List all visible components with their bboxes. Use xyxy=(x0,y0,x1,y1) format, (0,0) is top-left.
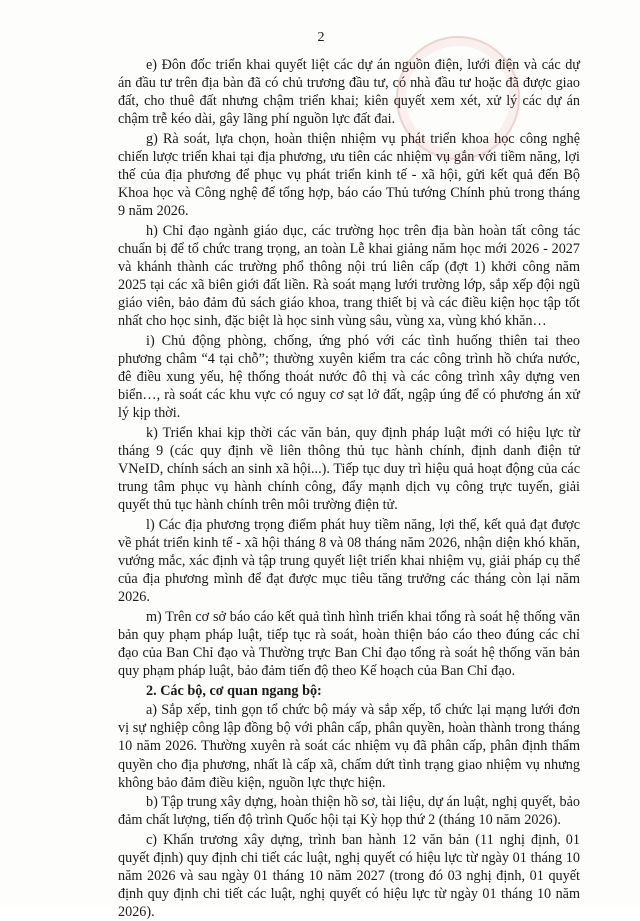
page-number: 2 xyxy=(317,30,325,45)
paragraph-g: g) Rà soát, lựa chọn, hoàn thiện nhiệm vụ phát triển khoa học công nghệ chiến lược triển khai tại địa phương, ưu tiên các nhiệm vụ gắn với tiềm năng, lợi thế của địa phương để phục vụ phát triển kinh tế - xã hội, gửi kết quả đến Bộ Khoa học và Công nghệ để tổng hợp, báo cáo Thủ tướng Chính phủ trong tháng 9 năm 2026. xyxy=(118,130,580,220)
paragraph-i: i) Chủ động phòng, chống, ứng phó với các tình huống thiên tai theo phương châm “4 tại chỗ”; thường xuyên kiểm tra các công trình hồ chứa nước, đê điều xung yếu, hệ thống thoát nước đô thị và các công trình xây dựng ven biển…, rà soát các khu vực có nguy cơ sạt lở đất, ngập úng để có phương án xử lý kịp thời. xyxy=(118,332,580,422)
section2-paragraph-a: a) Sắp xếp, tinh gọn tổ chức bộ máy và sắp xếp, tổ chức lại mạng lưới đơn vị sự nghiệp công lập đồng bộ với phân cấp, phân quyền, hoàn thành trong tháng 10 năm 2026. Thường xuyên rà soát các nhiệm vụ đã phân cấp, phân định thẩm quyền cho địa phương, nhất là cấp xã, chấm dứt tình trạng giao nhiệm vụ nhưng không bảo đảm điều kiện, nguồn lực thực hiện. xyxy=(118,702,580,791)
paragraph-e: e) Đôn đốc triển khai quyết liệt các dự án nguồn điện, lưới điện và các dự án đầu tư trên địa bàn đã có chủ trương đầu tư, có nhà đầu tư hoặc đã được giao đất, cho thuê đất nhưng chậm triển khai; kiên quyết xem xét, xử lý các dự án chậm trễ kéo dài, gây lãng phí nguồn lực đất đai. xyxy=(118,57,580,128)
paragraph-m: m) Trên cơ sở báo cáo kết quả tình hình triển khai tổng rà soát hệ thống văn bản quy phạm pháp luật, tiếp tục rà soát, hoàn thiện báo cáo theo đúng các chỉ đạo của Ban Chỉ đạo và Thường trực Ban Chỉ đạo tổng rà soát hệ thống văn bản quy phạm pháp luật, bảo đảm tiến độ theo Kế hoạch của Ban Chỉ đạo. xyxy=(118,608,580,680)
section2-paragraph-c: c) Khẩn trương xây dựng, trình ban hành 12 văn bản (11 nghị định, 01 quyết định) quy định chi tiết các luật, nghị quyết có hiệu lực từ ngày 01 tháng 10 năm 2026 và sau ngày 01 tháng 10 năm 2027 (trong đó 03 nghị định, 01 quyết định quy định chi tiết các luật, nghị quyết có hiệu lực từ ngày 01 tháng 10 năm 2026). xyxy=(118,831,580,921)
section2-paragraph-b: b) Tập trung xây dựng, hoàn thiện hồ sơ, tài liệu, dự án luật, nghị quyết, bảo đảm chất lượng, tiến độ trình Quốc hội tại Kỳ họp thứ 2 (tháng 10 năm 2026). xyxy=(118,794,580,829)
paragraph-k: k) Triển khai kịp thời các văn bản, quy định pháp luật mới có hiệu lực từ tháng 9 (các quy định về liên thông thủ tục hành chính, định danh điện tử VNeID, chính sách an sinh xã hội...). Tiếp tục duy trì hiệu quả hoạt động của các trung tâm phục vụ hành chính công, đẩy mạnh dịch vụ công trực tuyến, giải quyết thủ tục hành chính trên môi trường điện tử. xyxy=(118,424,580,514)
paragraph-h: h) Chỉ đạo ngành giáo dục, các trường học trên địa bàn hoàn tất công tác chuẩn bị để tổ chức trang trọng, an toàn Lễ khai giảng năm học mới 2026 - 2027 và khánh thành các trường phổ thông nội trú liên cấp (đợt 1) khởi công năm 2025 tại các xã biên giới đất liền. Rà soát mạng lưới trường lớp, sắp xếp đội ngũ giáo viên, bảo đảm đủ sách giáo khoa, trang thiết bị và các điều kiện học tập tốt nhất cho học sinh, đặc biệt là học sinh vùng sâu, vùng xa, vùng khó khăn… xyxy=(118,222,580,330)
section-heading: 2. Các bộ, cơ quan ngang bộ: xyxy=(146,682,322,699)
paragraph-l: l) Các địa phương trọng điểm phát huy tiềm năng, lợi thế, kết quả đạt được về phát triển kinh tế - xã hội tháng 8 và 08 tháng năm 2026, nhận diện khó khăn, vướng mắc, xác định và tập trung quyết liệt triển khai nhiệm vụ, giải pháp cụ thể của địa phương mình để đạt được mục tiêu tăng trưởng các tháng còn lại năm 2026. xyxy=(118,516,580,606)
